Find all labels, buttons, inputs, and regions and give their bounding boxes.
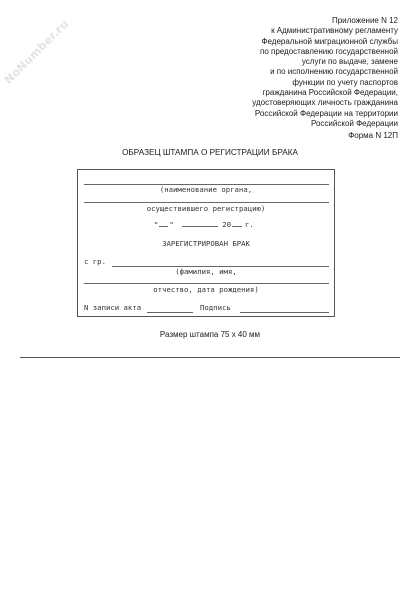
appendix-line: Приложение N 12: [331, 16, 398, 25]
appendix-line: и по исполнению государственной: [270, 67, 398, 77]
date-month-blank: [182, 226, 218, 227]
appendix-line: Федеральной миграционной службы: [261, 36, 398, 46]
organ-line-2: [84, 202, 329, 203]
registration-label: осуществившего регистрацию): [146, 204, 266, 213]
date-day-blank: [159, 226, 168, 227]
record-no-label: N записи акта: [84, 303, 142, 312]
appendix-line: Российской Федерации на территории: [254, 108, 398, 118]
appendix-line: к Административному регламенту: [271, 26, 398, 36]
appendix-line: Российской Федерации: [311, 118, 398, 128]
appendix-line: услуги по выдаче, замене: [301, 57, 398, 67]
patronymic-line: [84, 283, 329, 284]
watermark: NoNumber.ru: [1, 17, 72, 87]
with-citizen-label: с гр.: [84, 257, 106, 266]
signature-label: Подпись: [200, 303, 231, 312]
organ-label: (наименование органа,: [159, 185, 253, 194]
record-no-line: [147, 312, 193, 313]
date-year-suffix: г.: [245, 220, 254, 229]
appendix-header: [168, 16, 398, 129]
date-quote-close: ": [169, 220, 174, 229]
patronymic-label: отчество, дата рождения): [153, 285, 259, 294]
surname-label: (фамилия, имя,: [175, 267, 237, 276]
appendix-line: удостоверяющих личность гражданина: [252, 98, 398, 108]
signature-line: [240, 312, 329, 313]
stamp-size-note: Размер штампа 75 x 40 мм: [159, 330, 261, 339]
stamp-sample: [77, 169, 335, 317]
appendix-line: функции по учету паспортов: [292, 77, 398, 87]
date-quote-open: ": [154, 220, 159, 229]
date-year-prefix: 20: [222, 220, 232, 229]
date-line: [154, 220, 254, 229]
form-number: Форма N 12П: [348, 131, 398, 140]
appendix-line: гражданина Российской Федерации,: [262, 88, 398, 98]
date-year-blank: [232, 226, 242, 227]
appendix-line: по предоставлению государственной: [259, 46, 398, 56]
bottom-rule: [20, 357, 400, 358]
registered-text: ЗАРЕГИСТРИРОВАН БРАК: [162, 239, 250, 248]
document-title: ОБРАЗЕЦ ШТАМПА О РЕГИСТРАЦИИ БРАКА: [122, 148, 298, 157]
